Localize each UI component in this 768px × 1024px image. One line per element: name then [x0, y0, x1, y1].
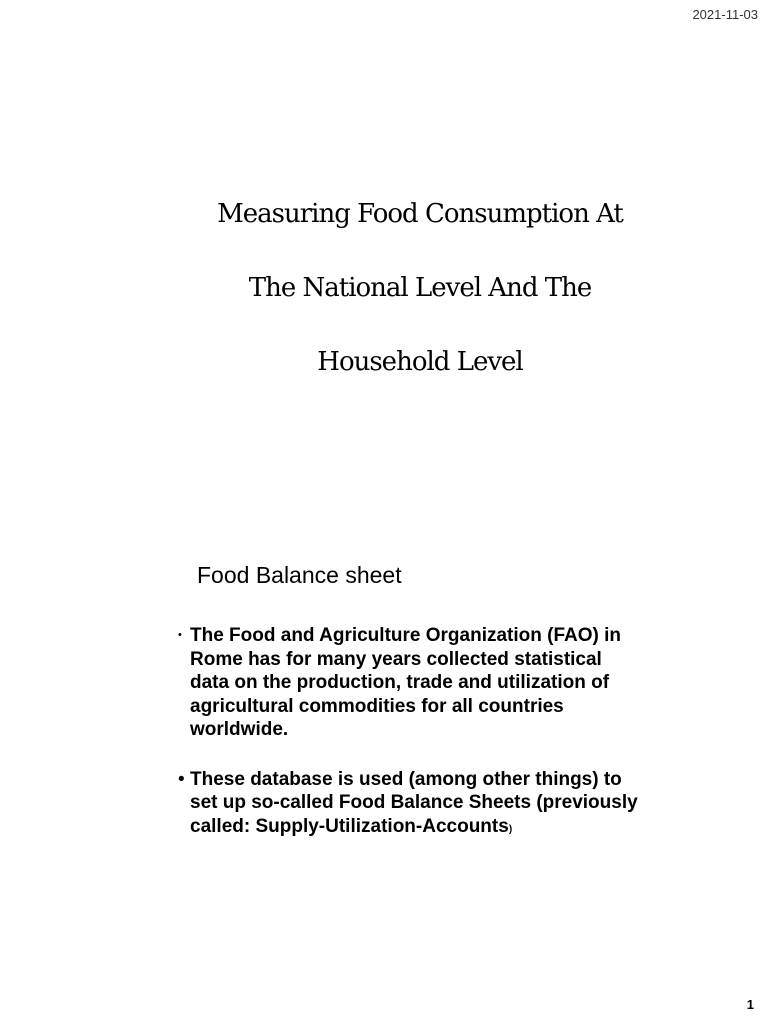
bullet-item — [178, 624, 638, 742]
bullet-icon: • — [178, 629, 182, 641]
bullet-icon: • — [178, 768, 185, 790]
title-line: The National Level And The — [248, 273, 592, 303]
bullet-list — [178, 624, 638, 867]
page-number: 1 — [746, 997, 754, 1012]
bullet-text: These database is used (among other things) to set up so-called Food Balance Sheets (previously called: Supply-Utilization-Accounts — [190, 768, 638, 837]
section-heading: Food Balance sheet — [197, 562, 402, 588]
bullet-text-tail: ) — [508, 823, 513, 835]
title-slide — [170, 192, 670, 414]
print-date: 2021-11-03 — [692, 7, 758, 22]
title-line: Measuring Food Consumption At — [217, 199, 623, 229]
bullet-item — [178, 768, 638, 842]
bullet-text-wrapper — [190, 768, 638, 842]
title-line: Household Level — [317, 347, 523, 377]
bullet-text: The Food and Agriculture Organization (FAO) in Rome has for many years collected statistical data on the production, trade and utilization of agricultural commodities for all countries worldwide. — [190, 625, 622, 740]
